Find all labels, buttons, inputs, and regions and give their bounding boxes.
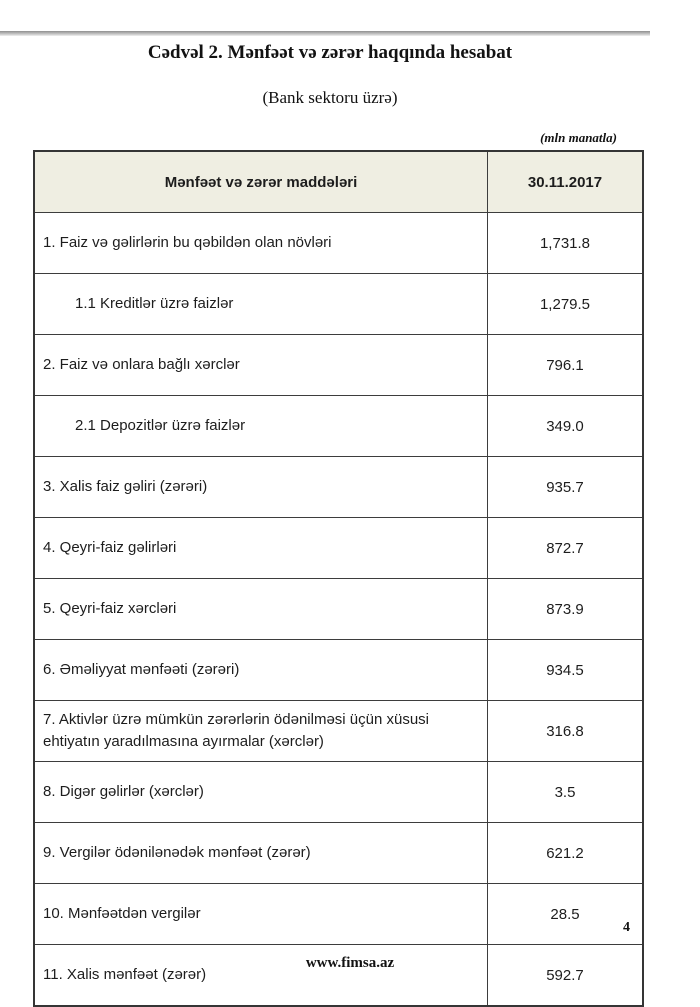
- table-row: [34, 457, 643, 518]
- row-value: 872.7: [488, 518, 644, 579]
- table-header-date: 30.11.2017: [488, 151, 644, 213]
- profit-loss-table: [33, 150, 644, 1007]
- table-header-items: Mənfəət və zərər maddələri: [34, 151, 488, 213]
- row-label: 2. Faiz və onlara bağlı xərclər: [34, 335, 488, 396]
- table-row: [34, 396, 643, 457]
- table-row: [34, 640, 643, 701]
- table-row: [34, 213, 643, 274]
- row-label: 3. Xalis faiz gəliri (zərəri): [34, 457, 488, 518]
- row-label: 8. Digər gəlirlər (xərclər): [34, 762, 488, 823]
- footer-url[interactable]: www.fimsa.az: [305, 955, 395, 971]
- row-value: 934.5: [488, 640, 644, 701]
- table-row: [34, 762, 643, 823]
- table-row: [34, 335, 643, 396]
- row-label: 10. Mənfəətdən vergilər: [34, 884, 488, 945]
- row-value: 28.5: [488, 884, 644, 945]
- row-label: 6. Əməliyyat mənfəəti (zərəri): [34, 640, 488, 701]
- row-value: 1,731.8: [488, 213, 644, 274]
- table-header-row: [34, 151, 643, 213]
- table-body: [34, 213, 643, 1007]
- page-number: 4: [623, 920, 630, 935]
- row-label: 1.1 Kreditlər üzrə faizlər: [34, 274, 488, 335]
- row-value: 621.2: [488, 823, 644, 884]
- table-row: [34, 274, 643, 335]
- row-value: 592.7: [488, 945, 644, 1007]
- row-value: 935.7: [488, 457, 644, 518]
- row-label: 2.1 Depozitlər üzrə faizlər: [34, 396, 488, 457]
- row-label: 7. Aktivlər üzrə mümkün zərərlərin ödənilməsi üçün xüsusi ehtiyatın yaradılmasına ayırmalar (xərclər): [34, 701, 488, 762]
- table-row: [34, 823, 643, 884]
- row-value: 3.5: [488, 762, 644, 823]
- unit-note: (mln manatla): [540, 130, 617, 145]
- page-subtitle: (Bank sektoru üzrə): [262, 88, 398, 107]
- row-value: 873.9: [488, 579, 644, 640]
- row-label: 1. Faiz və gəlirlərin bu qəbildən olan növləri: [34, 213, 488, 274]
- table-row: [34, 701, 643, 762]
- table-row: [34, 579, 643, 640]
- row-value: 796.1: [488, 335, 644, 396]
- table-row: [34, 518, 643, 579]
- row-label: 9. Vergilər ödənilənədək mənfəət (zərər): [34, 823, 488, 884]
- row-label: 4. Qeyri-faiz gəlirləri: [34, 518, 488, 579]
- page-title: Cədvəl 2. Mənfəət və zərər haqqında hesabat: [147, 42, 513, 63]
- table-row: [34, 945, 643, 1007]
- header-rule: [0, 31, 650, 36]
- row-label: 5. Qeyri-faiz xərcləri: [34, 579, 488, 640]
- row-value: 1,279.5: [488, 274, 644, 335]
- row-label: 11. Xalis mənfəət (zərər): [34, 945, 488, 1007]
- row-value: 349.0: [488, 396, 644, 457]
- row-value: 316.8: [488, 701, 644, 762]
